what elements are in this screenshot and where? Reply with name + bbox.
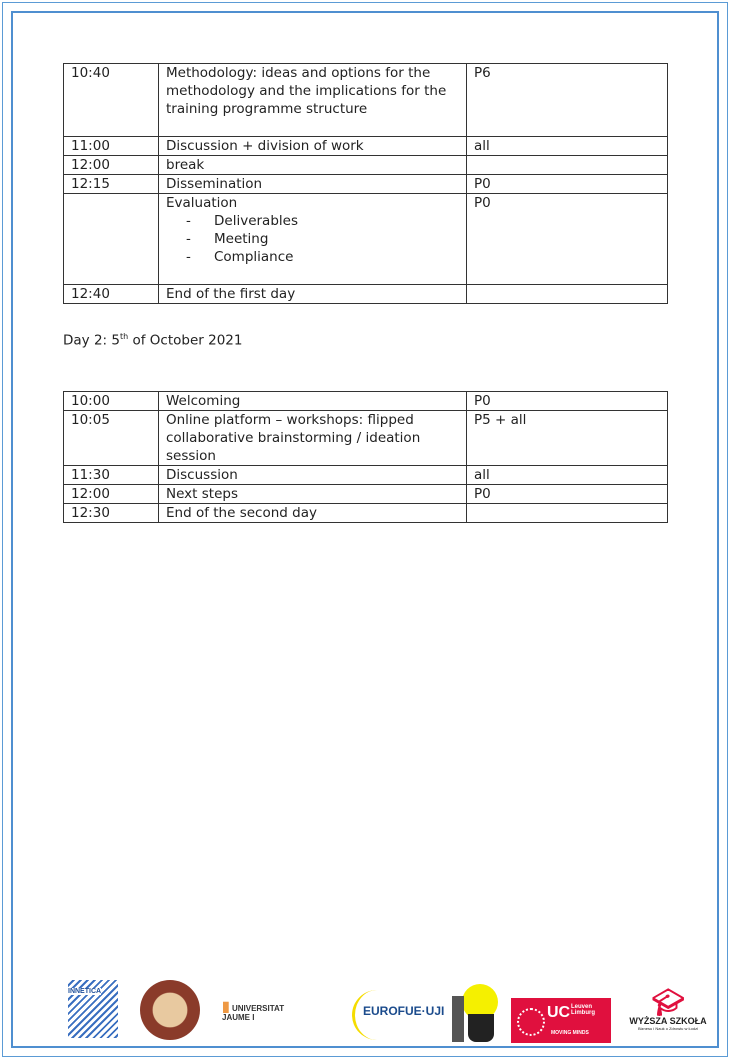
- heading-text: Day 2: 5: [63, 332, 120, 349]
- table-row: [64, 504, 668, 523]
- partner-cell: all: [467, 137, 668, 156]
- table-row: [64, 64, 668, 137]
- partner-cell: [467, 504, 668, 523]
- table-row: [64, 175, 668, 194]
- day2-agenda-table: [63, 391, 668, 523]
- activity-cell: [159, 194, 467, 285]
- subitem-list: [166, 212, 459, 266]
- partner-cell: P0: [467, 194, 668, 285]
- logo-text: UC: [547, 1004, 571, 1021]
- table-row: [64, 156, 668, 175]
- activity-cell: End of the first day: [159, 285, 467, 304]
- graduation-cap-icon: 🎓︎: [651, 987, 685, 1017]
- activity-title: Evaluation: [166, 195, 238, 211]
- activity-cell: break: [159, 156, 467, 175]
- activity-cell: Welcoming: [159, 392, 467, 411]
- partner-cell: P6: [467, 64, 668, 137]
- logo-text: UNIVERSITAT JAUME I: [222, 1004, 285, 1022]
- logo-text: Biznesu i Nauk o Zdrowiu w Łodzi: [637, 1026, 699, 1031]
- logo-text: WYŻSZA SZKOŁA: [629, 1016, 707, 1026]
- logo-text: MOVING MINDS: [551, 1030, 589, 1036]
- ucll-logo: [511, 998, 611, 1043]
- wyzsza-szkola-logo: [626, 988, 710, 1031]
- activity-cell: Discussion + division of work: [159, 137, 467, 156]
- time-cell: 11:30: [64, 466, 159, 485]
- activity-cell: Methodology: ideas and options for the methodology and the implications for the training programme structure: [159, 64, 467, 137]
- list-item: - Deliverables: [186, 212, 459, 230]
- day1-agenda-table: [63, 63, 668, 304]
- partner-cell: P0: [467, 175, 668, 194]
- list-item: - Meeting: [186, 230, 459, 248]
- table-row: [64, 485, 668, 504]
- eurofue-uji-logo: EUROFUE·UJI: [352, 990, 440, 1040]
- time-cell: 10:00: [64, 392, 159, 411]
- activity-cell: Discussion: [159, 466, 467, 485]
- partner-cell: P0: [467, 485, 668, 504]
- activity-cell: Online platform – workshops: flipped collaborative brainstorming / ideation session: [159, 411, 467, 466]
- logo-text: Leuven Limburg: [571, 1004, 595, 1016]
- table-row: [64, 466, 668, 485]
- time-cell: 10:05: [64, 411, 159, 466]
- activity-cell: Dissemination: [159, 175, 467, 194]
- iu-logo: [452, 984, 498, 1042]
- table-row: [64, 194, 668, 285]
- heading-sup: th: [119, 332, 129, 341]
- partner-cell: P5 + all: [467, 411, 668, 466]
- activity-cell: Next steps: [159, 485, 467, 504]
- partner-cell: [467, 156, 668, 175]
- time-cell: 12:30: [64, 504, 159, 523]
- table-row: [64, 411, 668, 466]
- table-row: [64, 137, 668, 156]
- table-row: [64, 392, 668, 411]
- time-cell: 12:00: [64, 485, 159, 504]
- heading-text: of October 2021: [128, 332, 243, 349]
- time-cell: [64, 194, 159, 285]
- time-cell: 12:00: [64, 156, 159, 175]
- partner-logos: [60, 980, 710, 1046]
- partner-cell: all: [467, 466, 668, 485]
- time-cell: 11:00: [64, 137, 159, 156]
- logo-text: INNETICA: [68, 988, 102, 995]
- innetica-logo: [68, 980, 118, 1038]
- activity-cell: End of the second day: [159, 504, 467, 523]
- partner-cell: [467, 285, 668, 304]
- list-item: - Compliance: [186, 248, 459, 266]
- time-cell: 12:15: [64, 175, 159, 194]
- uji-logo: ▮ UNIVERSITAT JAUME I: [222, 998, 285, 1022]
- time-cell: 12:40: [64, 285, 159, 304]
- table-row: [64, 285, 668, 304]
- partner-cell: P0: [467, 392, 668, 411]
- university-of-patras-seal: [140, 980, 200, 1040]
- time-cell: 10:40: [64, 64, 159, 137]
- day2-heading: [63, 332, 242, 349]
